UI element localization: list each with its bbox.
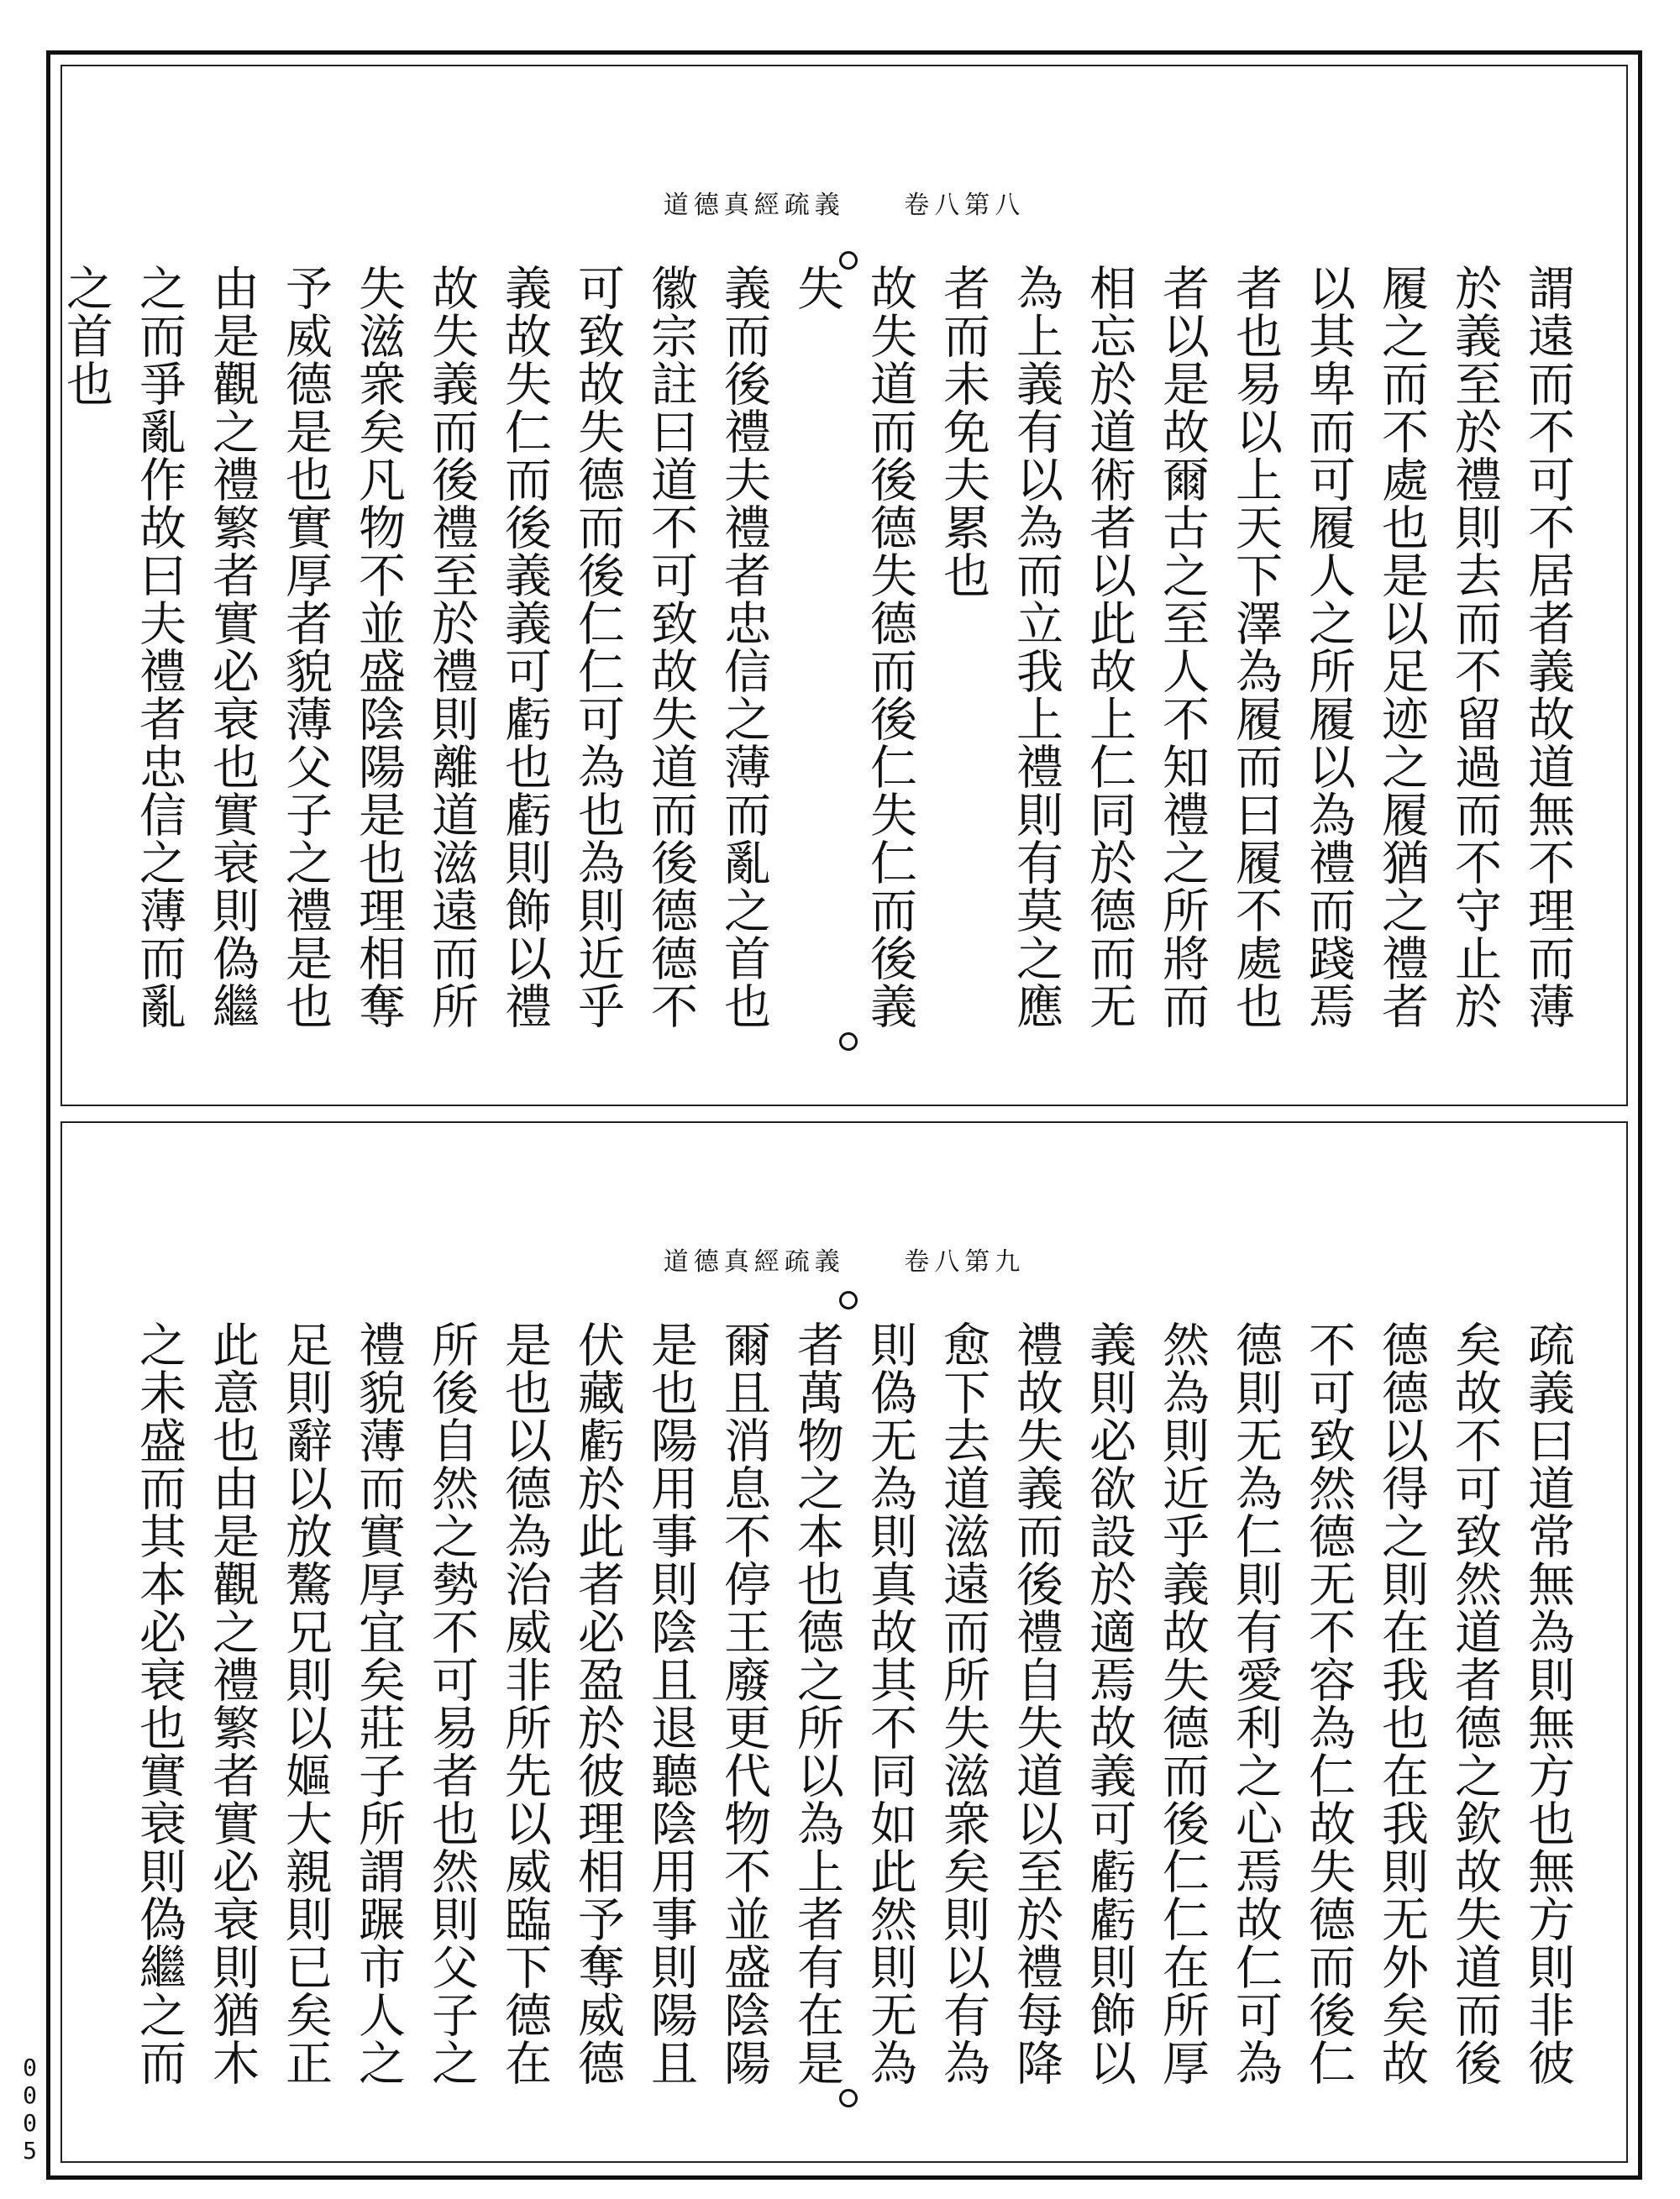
text-column: 之首也 (59, 264, 113, 407)
text-column: 則偽无為則真故其不同如此然則无為 (863, 1320, 917, 2086)
text-column: 愈下去道滋遠而所失滋衆矣則以有為 (936, 1320, 990, 2086)
text-column: 為上義有以為而立我上禮則有莫之應 (1009, 264, 1063, 1030)
top-book-title: 道德真經疏義 (663, 191, 845, 220)
text-column: 者而未免夫累也 (936, 264, 990, 599)
text-column: 疏義曰道常無為則無方也無方則非彼 (1520, 1320, 1575, 2086)
text-column: 德則无為仁則有愛利之心焉故仁可為 (1228, 1320, 1283, 2086)
text-column: 是也以德為治威非所先以威臨下德在 (497, 1320, 552, 2086)
text-column: 於義至於禮則去而不留過而不守止於 (1447, 264, 1502, 1030)
text-column: 然為則近乎義故失德而後仁仁在所厚 (1155, 1320, 1210, 2086)
text-column: 予威德是也實厚者貌薄父子之禮是也 (278, 264, 333, 1030)
text-column: 相忘於道術者以此故上仁同於德而无 (1082, 264, 1137, 1030)
text-column: 義而後禮夫禮者忠信之薄而亂之首也 (717, 264, 771, 1030)
text-column: 徽宗註曰道不可致故失道而後德德不 (643, 264, 698, 1030)
page-number: 0005 (16, 2054, 44, 2165)
section-marker-circle (839, 1291, 858, 1309)
bottom-section-label: 卷八第九 (904, 1247, 1026, 1277)
text-column: 以其卑而可履人之所履以為禮而踐焉 (1301, 264, 1356, 1030)
text-column: 之未盛而其本必衰也實衰則偽繼之而 (132, 1320, 186, 2086)
bottom-page-panel (60, 1121, 1628, 2163)
text-column: 者萬物之本也德之所以為上者有在是 (790, 1320, 844, 2086)
text-column: 禮故失義而後禮自失道以至於禮每降 (1009, 1320, 1063, 2086)
text-column: 義則必欲設於適焉故義可虧虧則飾以 (1082, 1320, 1137, 2086)
text-column: 爾且消息不停王廢更代物不並盛陰陽 (717, 1320, 771, 2086)
text-column: 可致故失德而後仁仁可為也為則近乎 (570, 264, 625, 1030)
text-column: 禮貌薄而實厚宜矣莊子所謂蹍市人之 (351, 1320, 406, 2086)
section-marker-circle (839, 2089, 858, 2107)
text-column: 是也陽用事則陰且退聽陰用事則陽且 (643, 1320, 698, 2086)
text-column: 履之而不處也是以足迹之履猶之禮者 (1374, 264, 1429, 1030)
text-column: 義故失仁而後義義可虧也虧則飾以禮 (497, 264, 552, 1030)
text-column: 故失義而後禮至於禮則離道滋遠而所 (424, 264, 479, 1030)
text-column: 矣故不可致然道者德之欽故失道而後 (1447, 1320, 1502, 2086)
top-page-panel (60, 65, 1628, 1106)
top-text-body (59, 264, 1584, 1071)
bottom-running-header (62, 1241, 1626, 1278)
text-column: 伏藏虧於此者必盈於彼理相予奪威德 (570, 1320, 625, 2086)
section-marker-circle (839, 1032, 858, 1051)
text-column: 謂遠而不可不居者義故道無不理而薄 (1520, 264, 1575, 1030)
top-section-label: 卷八第八 (904, 191, 1026, 220)
text-column: 所後自然之勢不可易者也然則父子之 (424, 1320, 479, 2086)
text-column: 之而爭亂作故曰夫禮者忠信之薄而亂 (132, 264, 186, 1030)
bottom-text-body (108, 1320, 1584, 2128)
section-marker-circle (839, 251, 858, 270)
text-column: 此意也由是觀之禮繁者實必衰則猶木 (205, 1320, 260, 2086)
bottom-book-title: 道德真經疏義 (663, 1247, 845, 1277)
text-column: 者以是故爾古之至人不知禮之所將而 (1155, 264, 1210, 1030)
text-column: 德德以得之則在我也在我則无外矣故 (1374, 1320, 1429, 2086)
page-frame (46, 50, 1642, 2180)
text-column: 足則辭以放驁兄則以嫗大親則已矣正 (278, 1320, 333, 2086)
text-column: 故失道而後德失德而後仁失仁而後義失 (790, 264, 917, 1030)
text-column: 失滋衆矣凡物不並盛陰陽是也理相奪 (351, 264, 406, 1030)
top-running-header (62, 184, 1626, 221)
text-column: 不可致然德无不容為仁故失德而後仁 (1301, 1320, 1356, 2086)
text-column: 者也易以上天下澤為履而曰履不處也 (1228, 264, 1283, 1030)
text-column: 由是觀之禮繁者實必衰也實衰則偽繼 (205, 264, 260, 1030)
